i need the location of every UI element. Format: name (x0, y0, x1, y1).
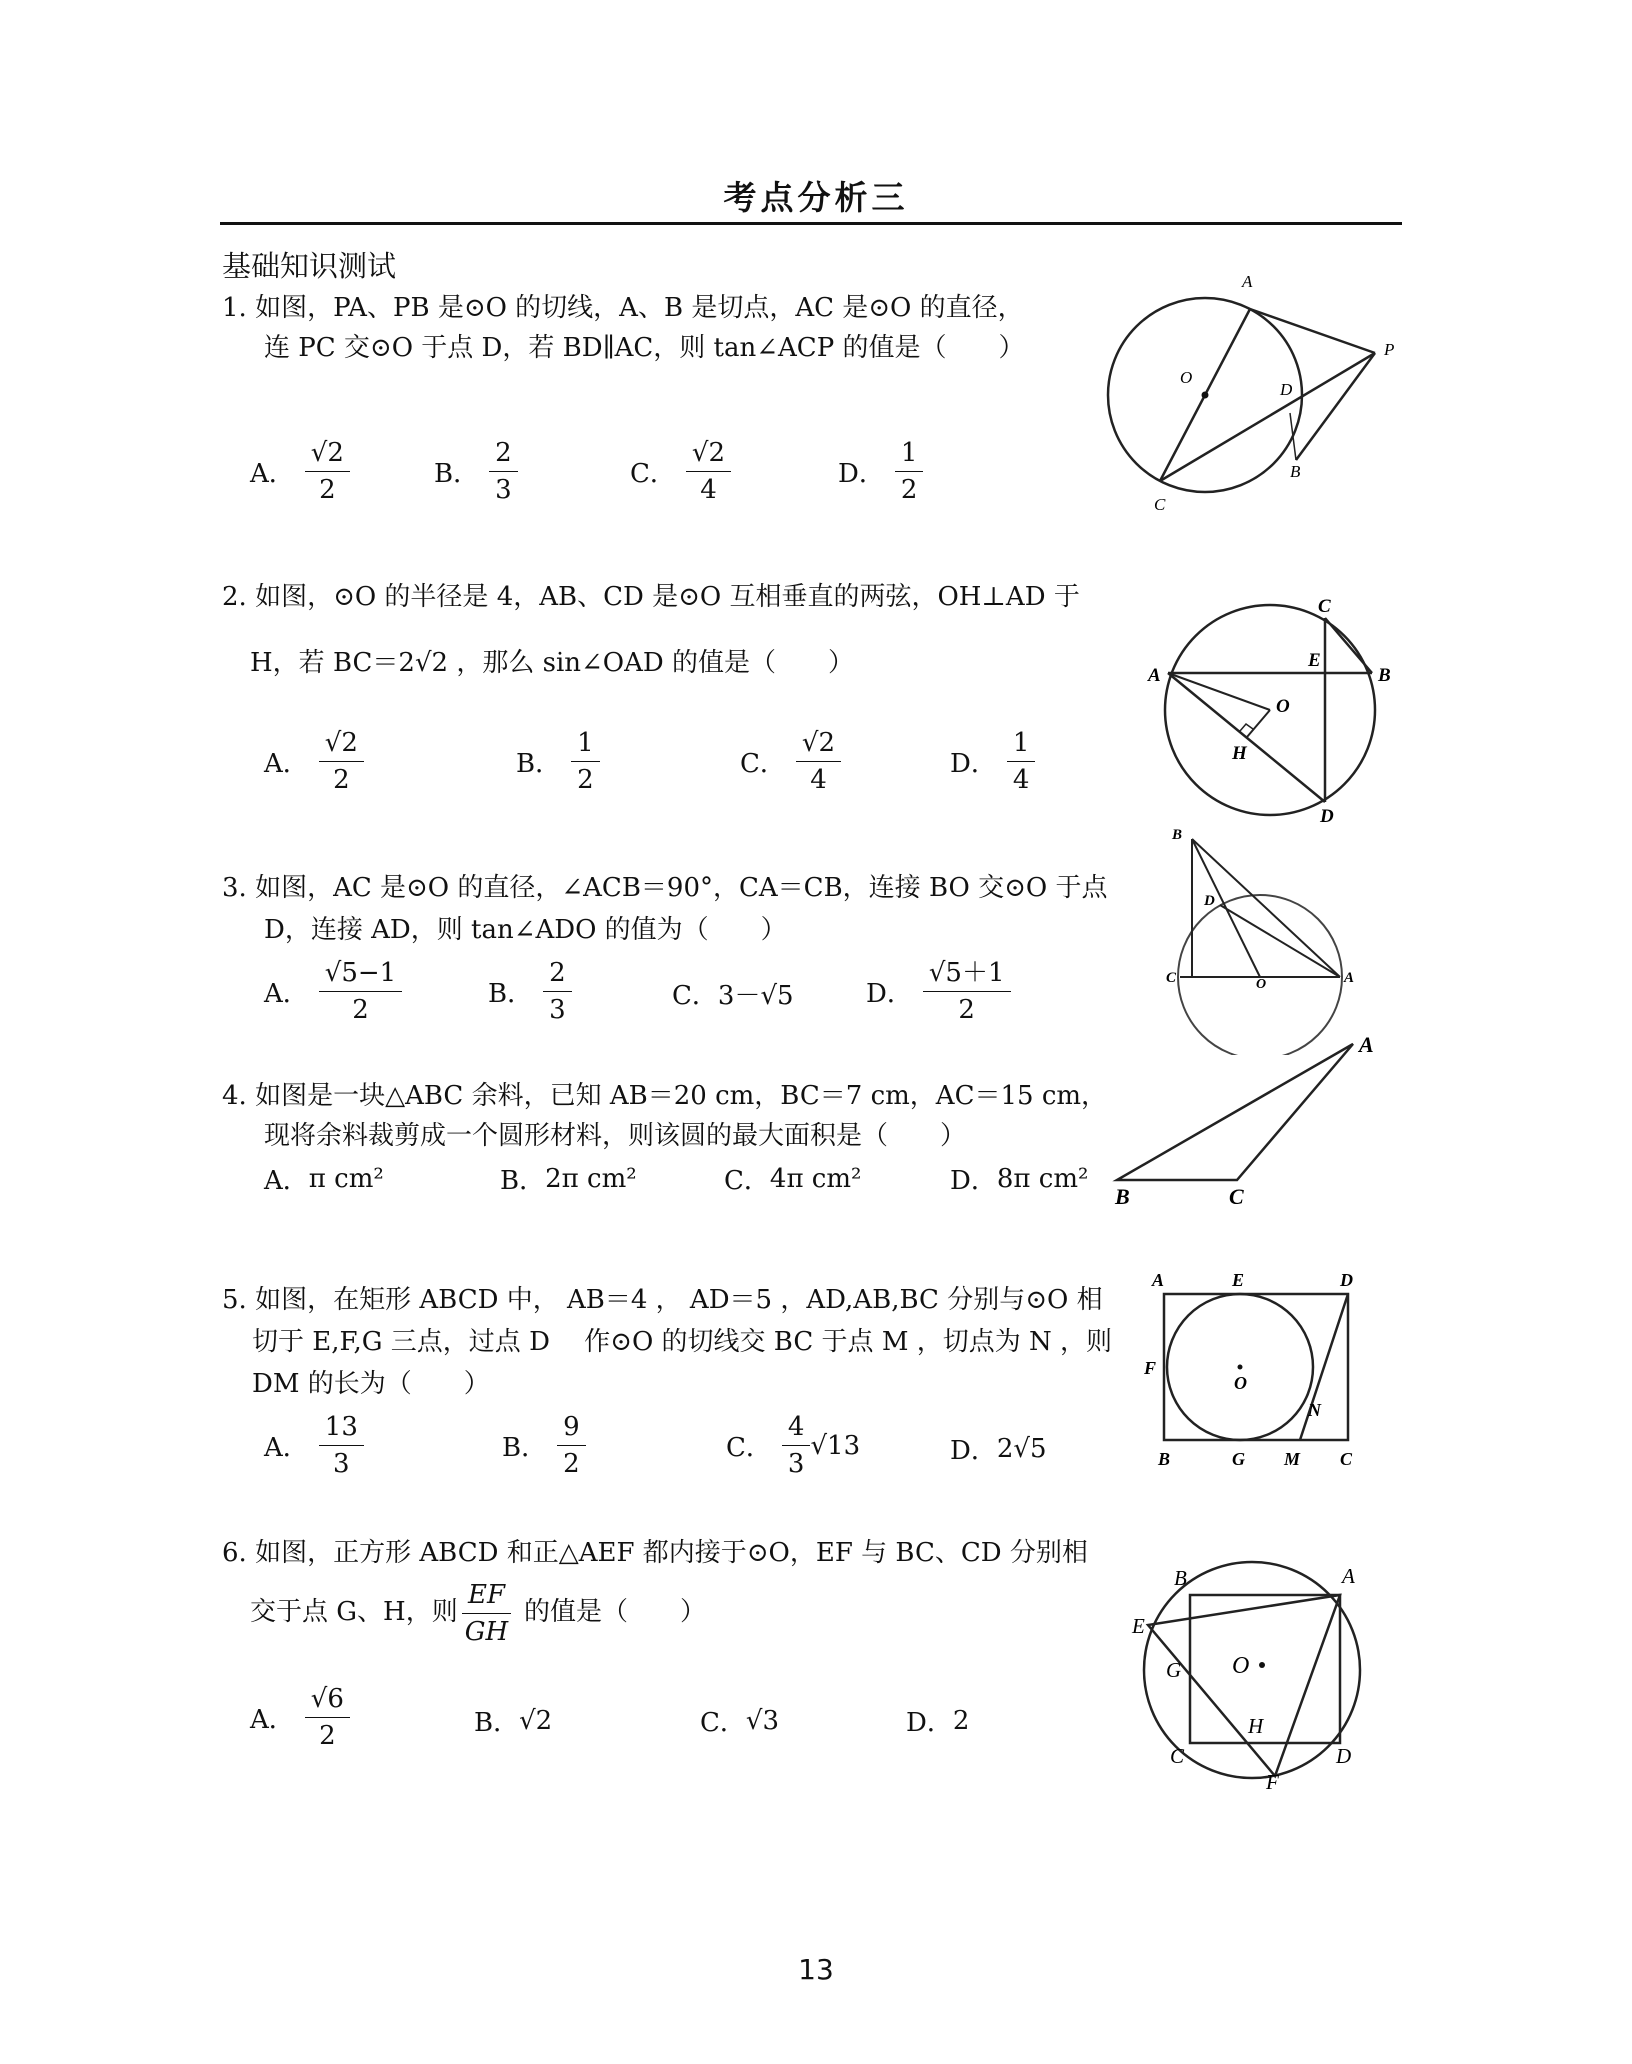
q5-label-e: E (1232, 1270, 1245, 1290)
q4-line1: 4. 如图是一块△ABC 余料，已知 AB＝20 cm，BC＝7 cm，AC＝15 cm， (222, 1081, 1108, 1111)
q5-label-d: D (1340, 1270, 1353, 1290)
q6-label-f: F (1266, 1770, 1279, 1790)
q2-option-a[interactable]: A． $\frac{√2}{2}$ (264, 728, 364, 795)
q4-option-a[interactable]: A． π cm² (264, 1163, 384, 1196)
q3-line1: 3. 如图，AC 是⊙O 的直径，∠ACB＝90°，CA＝CB，连接 BO 交⊙O 于点 (222, 873, 1108, 903)
q2-option-b[interactable]: B． $\frac{1}{2}$ (516, 728, 600, 795)
q6-label-h: H (1248, 1714, 1264, 1738)
q5-label-f: F (1144, 1358, 1157, 1378)
q3-label-b: B (1172, 827, 1183, 843)
page-title: 考点分析三 (723, 178, 909, 217)
q3-label-d: D (1204, 893, 1215, 909)
q4-option-c[interactable]: C． 4π cm² (724, 1163, 862, 1196)
q1-label-c: C (1154, 495, 1166, 514)
q5-figure (1140, 1262, 1380, 1477)
q2-label-o: O (1276, 696, 1290, 717)
q2-label-a: A (1148, 665, 1161, 686)
q5-label-a: A (1152, 1270, 1165, 1290)
q1-option-a[interactable]: A． $\frac{√2}{2}$ (250, 438, 350, 505)
q3-option-a[interactable]: A． $\frac{√5-1}{2}$ (264, 958, 402, 1025)
q2-label-e: E (1308, 650, 1321, 671)
q3-label-c: C (1166, 970, 1177, 986)
q1-option-d[interactable]: D． $\frac{1}{2}$ (838, 438, 923, 505)
q3-label-a: A (1344, 970, 1355, 986)
q1-label-d: D (1280, 380, 1293, 399)
q5-label-n: N (1308, 1400, 1321, 1420)
q5-line1: 5. 如图，在矩形 ABCD 中， AB＝4 ， AD＝5 ，AD,AB,BC 分别与⊙O 相 (222, 1285, 1103, 1315)
q2-label-c: C (1318, 596, 1331, 617)
q2-label-d: D (1320, 806, 1334, 827)
q1-label-a: A (1242, 272, 1253, 291)
q2-figure (1140, 590, 1400, 830)
q2-label-b: B (1378, 665, 1391, 686)
q5-label-c: C (1340, 1449, 1353, 1469)
q5-label-m: M (1284, 1449, 1301, 1469)
title-rule (220, 222, 1402, 225)
q6-label-d: D (1336, 1744, 1352, 1768)
q3-option-d[interactable]: D． $\frac{√5+1}{2}$ (866, 958, 1011, 1025)
q6-label-c: C (1170, 1744, 1185, 1768)
q6-option-b[interactable]: B． √2 (474, 1705, 553, 1738)
q6-label-a: A (1342, 1564, 1355, 1588)
q5-label-b: B (1158, 1449, 1171, 1469)
q5-label-o: O (1234, 1373, 1247, 1393)
q4-option-b[interactable]: B． 2π cm² (500, 1163, 637, 1196)
q4-figure (1105, 1030, 1385, 1210)
q6-line2-start: 交于点 G、H，则 (250, 1597, 458, 1627)
q1-label-p: P (1384, 340, 1395, 359)
q1-line2: 连 PC 交⊙O 于点 D，若 BD∥AC，则 tan∠ACP 的值是（ ） (264, 333, 1025, 363)
q3-option-b[interactable]: B． $\frac{2}{3}$ (488, 958, 572, 1025)
q6-option-c[interactable]: C． √3 (700, 1705, 780, 1738)
q2-line1: 2. 如图，⊙O 的半径是 4，AB、CD 是⊙O 互相垂直的两弦，OH⊥AD 于 (222, 582, 1080, 612)
q5-label-g: G (1232, 1449, 1245, 1469)
q3-label-o: O (1256, 977, 1267, 992)
q5-option-c[interactable]: C． $\frac{4}{3}$ √13 (726, 1412, 861, 1479)
q6-option-d[interactable]: D． 2 (906, 1705, 970, 1738)
q4-option-d[interactable]: D． 8π cm² (950, 1163, 1089, 1196)
q4-label-a: A (1359, 1032, 1374, 1057)
q2-option-c[interactable]: C． $\frac{√2}{4}$ (740, 728, 841, 795)
q4-line2: 现将余料裁剪成一个圆形材料，则该圆的最大面积是（ ） (264, 1121, 967, 1151)
q6-ratio: $\frac{EF}{GH}$ (462, 1580, 511, 1647)
q3-figure (1160, 825, 1380, 1055)
q6-line2-end: 的值是（ ） (524, 1597, 707, 1627)
q3-line2: D，连接 AD，则 tan∠ADO 的值为（ ） (264, 915, 787, 945)
q5-line2: 切于 E,F,G 三点，过点 D 作⊙O 的切线交 BC 于点 M ，切点为 N ，则 (252, 1327, 1112, 1357)
q3-option-c[interactable]: C． 3－√5 (672, 981, 794, 1011)
q1-figure (1100, 265, 1430, 520)
q1-line1: 1. 如图，PA、PB 是⊙O 的切线，A、B 是切点，AC 是⊙O 的直径， (222, 293, 1024, 323)
q6-label-e: E (1132, 1614, 1145, 1638)
q2-line2: H，若 BC＝2√2 ，那么 sin∠OAD 的值是（ ） (250, 648, 854, 678)
q6-line1: 6. 如图，正方形 ABCD 和正△AEF 都内接于⊙O，EF 与 BC、CD 分别相 (222, 1538, 1088, 1568)
q1-option-b[interactable]: B． $\frac{2}{3}$ (434, 438, 518, 505)
q6-label-o: O (1232, 1653, 1250, 1679)
q6-label-b: B (1174, 1566, 1187, 1590)
q1-label-o: O (1180, 368, 1193, 387)
q6-option-a[interactable]: A． $\frac{√6}{2}$ (250, 1684, 350, 1751)
q1-option-c[interactable]: C． $\frac{√2}{4}$ (630, 438, 731, 505)
q5-line3: DM 的长为（ ） (252, 1369, 490, 1399)
q4-label-b: B (1115, 1184, 1130, 1209)
q6-label-g: G (1166, 1658, 1182, 1682)
q5-option-b[interactable]: B． $\frac{9}{2}$ (502, 1412, 586, 1479)
q5-option-d[interactable]: D． 2√5 (950, 1433, 1047, 1466)
q6-figure (1130, 1555, 1380, 1790)
q2-label-h: H (1232, 743, 1247, 764)
page-number: 13 (798, 1953, 834, 1986)
section-heading: 基础知识测试 (222, 249, 397, 283)
q2-option-d[interactable]: D． $\frac{1}{4}$ (950, 728, 1035, 795)
q4-label-c: C (1229, 1184, 1244, 1209)
q5-option-a[interactable]: A． $\frac{13}{3}$ (264, 1412, 364, 1479)
q1-label-b: B (1290, 462, 1301, 481)
